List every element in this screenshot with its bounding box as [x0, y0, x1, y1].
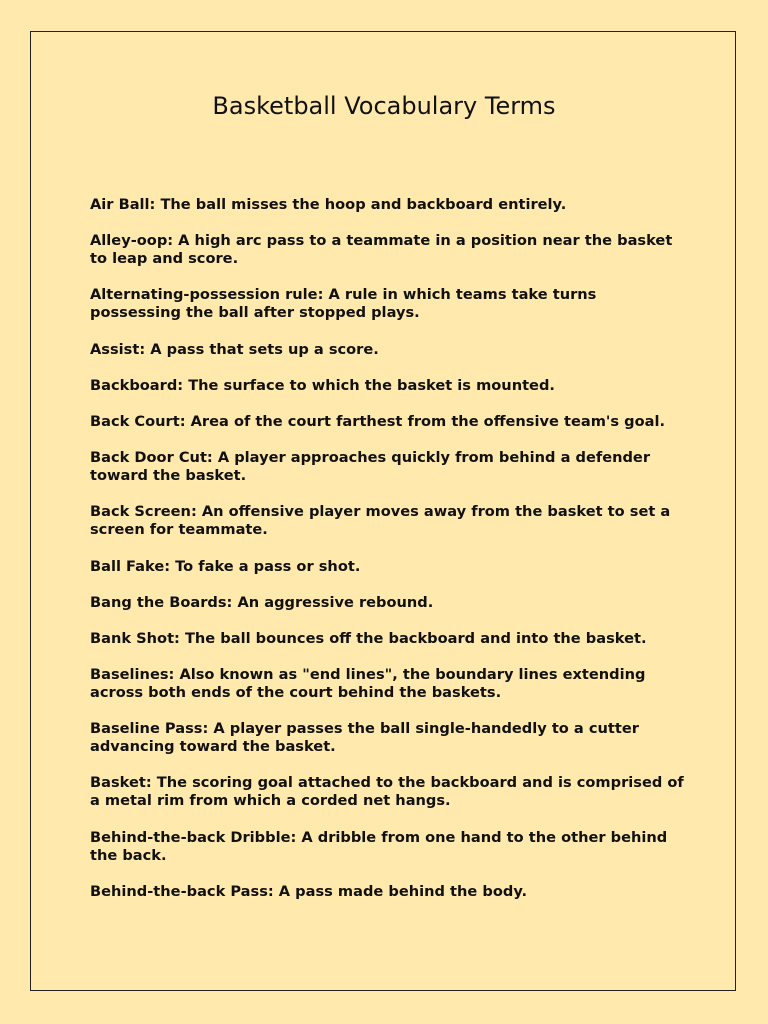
term-item: Baselines: Also known as "end lines", the boundary lines extending across both ends of the court behind the baskets.	[90, 666, 646, 702]
term-item: Ball Fake: To fake a pass or shot.	[90, 557, 361, 575]
term-item: Basket: The scoring goal attached to the backboard and is comprised of a metal rim from which a corded net hangs.	[90, 774, 684, 810]
document-title: Basketball Vocabulary Terms	[212, 92, 556, 120]
term-item: Bank Shot: The ball bounces off the backboard and into the basket.	[90, 629, 647, 647]
term-item: Back Door Cut: A player approaches quickly from behind a defender toward the basket.	[90, 449, 651, 485]
term-item: Alley-oop: A high arc pass to a teammate in a position near the basket to leap and score.	[90, 232, 673, 268]
term-item: Air Ball: The ball misses the hoop and backboard entirely.	[90, 196, 567, 213]
term-item: Backboard: The surface to which the basket is mounted.	[90, 376, 555, 394]
term-item: Assist: A pass that sets up a score.	[90, 340, 379, 358]
term-item: Back Screen: An offensive player moves away from the basket to set a screen for teammate.	[90, 503, 671, 539]
terms-list	[90, 196, 690, 919]
term-item: Behind-the-back Dribble: A dribble from one hand to the other behind the back.	[90, 828, 668, 864]
term-item: Bang the Boards: An aggressive rebound.	[90, 593, 434, 611]
term-item: Alternating-possession rule: A rule in which teams take turns possessing the ball after stopped plays.	[90, 286, 597, 322]
term-item: Baseline Pass: A player passes the ball single-handedly to a cutter advancing toward the basket.	[90, 720, 639, 756]
term-item: Back Court: Area of the court farthest from the offensive team's goal.	[90, 412, 666, 430]
term-item: Behind-the-back Pass: A pass made behind the body.	[90, 882, 528, 900]
